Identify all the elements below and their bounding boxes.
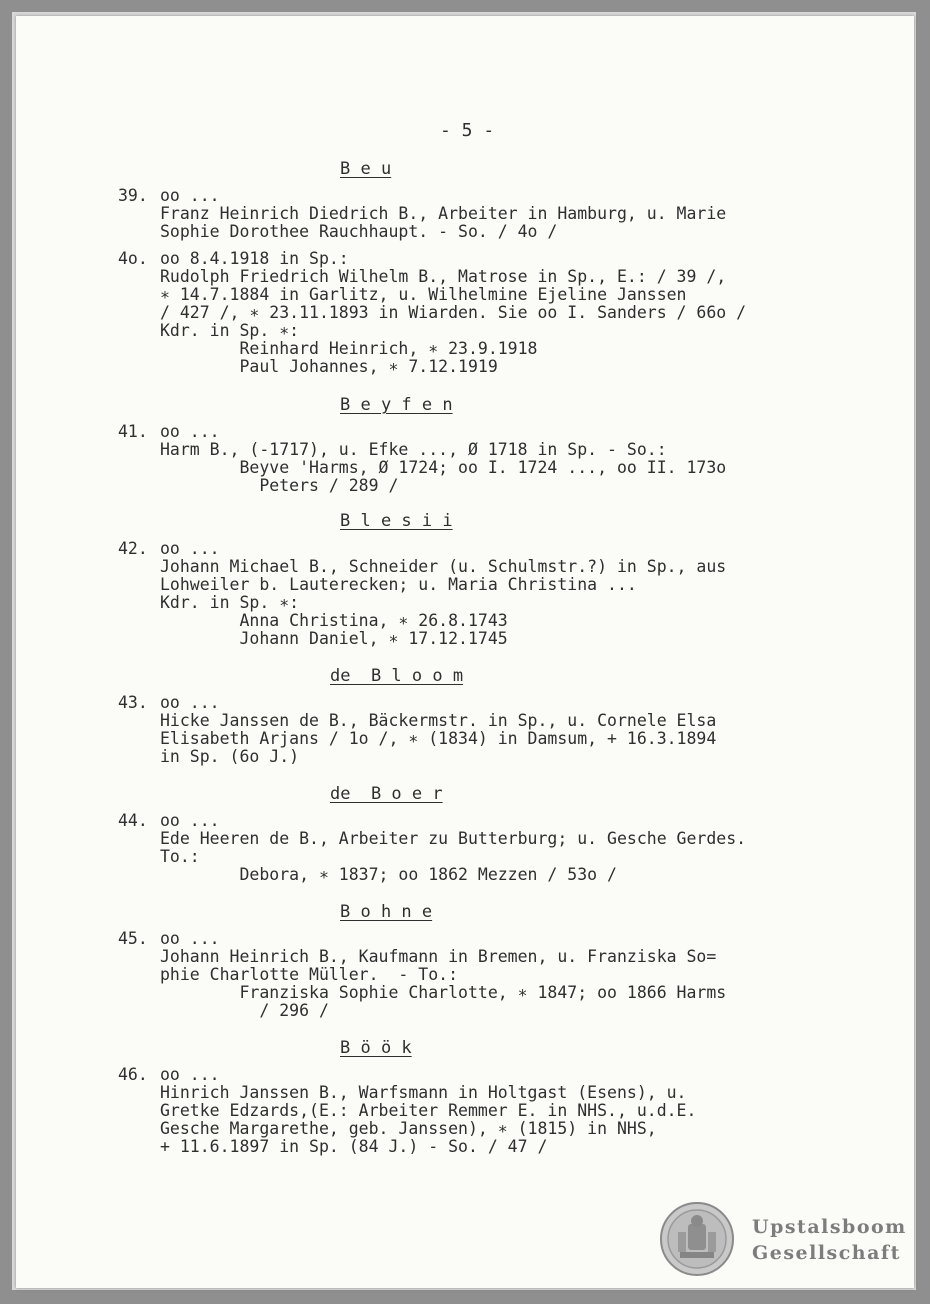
entry-43-line-1: oo ... xyxy=(160,693,220,712)
entry-number-45: 45. xyxy=(118,929,148,948)
entry-44-line-2: Ede Heeren de B., Arbeiter zu Butterburg; u. Gesche Gerdes. xyxy=(160,829,747,848)
section-heading-bohne: B o h n e xyxy=(340,902,433,922)
entry-43-line-2: Hicke Janssen de B., Bäckermstr. in Sp., u. Cornele Elsa xyxy=(160,711,717,730)
entry-number-44: 44. xyxy=(118,811,148,830)
entry-40-line-2: Rudolph Friedrich Wilhelm B., Matrose in Sp., E.: / 39 /, xyxy=(160,267,727,286)
entry-41-line-1: oo ... xyxy=(160,422,220,441)
entry-46-line-3: Gretke Edzards,(E.: Arbeiter Remmer E. in NHS., u.d.E. xyxy=(160,1101,697,1120)
entry-39-line-3: Sophie Dorothee Rauchhaupt. - So. / 4o / xyxy=(160,222,558,241)
entry-43-line-3: Elisabeth Arjans / 1o /, ∗ (1834) in Damsum, + 16.3.1894 xyxy=(160,729,717,748)
section-heading-de-boer: de B o e r xyxy=(330,784,443,804)
entry-number-40: 4o. xyxy=(118,249,148,268)
entry-42-line-1: oo ... xyxy=(160,539,220,558)
entry-42-line-2: Johann Michael B., Schneider (u. Schulmstr.?) in Sp., aus xyxy=(160,557,727,576)
logo-line-2: Gesellschaft xyxy=(752,1242,901,1264)
entry-42-line-3: Lohweiler b. Lauterecken; u. Maria Christina ... xyxy=(160,575,637,594)
entry-42-line-4: Kdr. in Sp. ∗: xyxy=(160,593,300,612)
seal-emblem-icon xyxy=(660,1202,734,1276)
entry-41-line-4: Peters / 289 / xyxy=(160,476,399,495)
page-number: - 5 - xyxy=(440,120,495,141)
entry-44-line-3: To.: xyxy=(160,847,200,866)
section-heading-boeoek: B ö ö k xyxy=(340,1038,412,1058)
section-heading-beu: B e u xyxy=(340,159,392,179)
entry-42-line-5: Anna Christina, ∗ 26.8.1743 xyxy=(160,611,508,630)
entry-40-line-7: Paul Johannes, ∗ 7.12.1919 xyxy=(160,357,498,376)
entry-39-line-2: Franz Heinrich Diedrich B., Arbeiter in Hamburg, u. Marie xyxy=(160,204,727,223)
entry-45-line-1: oo ... xyxy=(160,929,220,948)
entry-41-line-3: Beyve 'Harms, Ø 1724; oo I. 1724 ..., oo II. 173o xyxy=(160,458,727,477)
entry-45-line-4: Franziska Sophie Charlotte, ∗ 1847; oo 1866 Harms xyxy=(160,983,727,1002)
entry-40-line-5: Kdr. in Sp. ∗: xyxy=(160,321,300,340)
entry-44-line-1: oo ... xyxy=(160,811,220,830)
entry-40-line-1: oo 8.4.1918 in Sp.: xyxy=(160,249,349,268)
section-heading-blesii: B l e s i i xyxy=(340,511,453,531)
entry-44-line-4: Debora, ∗ 1837; oo 1862 Mezzen / 53o / xyxy=(160,865,617,884)
section-heading-beyfen: B e y f e n xyxy=(340,395,453,415)
entry-number-41: 41. xyxy=(118,422,148,441)
entry-40-line-6: Reinhard Heinrich, ∗ 23.9.1918 xyxy=(160,339,538,358)
entry-46-line-4: Gesche Margarethe, geb. Janssen), ∗ (1815) in NHS, xyxy=(160,1119,657,1138)
entry-number-46: 46. xyxy=(118,1065,148,1084)
entry-number-39: 39. xyxy=(118,186,148,205)
logo-line-1: Upstalsboom xyxy=(752,1216,907,1238)
entry-42-line-6: Johann Daniel, ∗ 17.12.1745 xyxy=(160,629,508,648)
entry-46-line-1: oo ... xyxy=(160,1065,220,1084)
entry-40-line-3: ∗ 14.7.1884 in Garlitz, u. Wilhelmine Ejeline Janssen xyxy=(160,285,687,304)
entry-41-line-2: Harm B., (-1717), u. Efke ..., Ø 1718 in Sp. - So.: xyxy=(160,440,667,459)
entry-45-line-2: Johann Heinrich B., Kaufmann in Bremen, u. Franziska So= xyxy=(160,947,717,966)
entry-number-42: 42. xyxy=(118,539,148,558)
entry-43-line-4: in Sp. (6o J.) xyxy=(160,747,300,766)
entry-40-line-4: / 427 /, ∗ 23.11.1893 in Wiarden. Sie oo I. Sanders / 66o / xyxy=(160,303,747,322)
entry-45-line-3: phie Charlotte Müller. - To.: xyxy=(160,965,459,984)
entry-45-line-5: / 296 / xyxy=(160,1001,329,1020)
entry-46-line-2: Hinrich Janssen B., Warfsmann in Holtgast (Esens), u. xyxy=(160,1083,687,1102)
entry-46-line-5: + 11.6.1897 in Sp. (84 J.) - So. / 47 / xyxy=(160,1137,548,1156)
entry-39-line-1: oo ... xyxy=(160,186,220,205)
entry-number-43: 43. xyxy=(118,693,148,712)
section-heading-de-bloom: de B l o o m xyxy=(330,666,464,686)
